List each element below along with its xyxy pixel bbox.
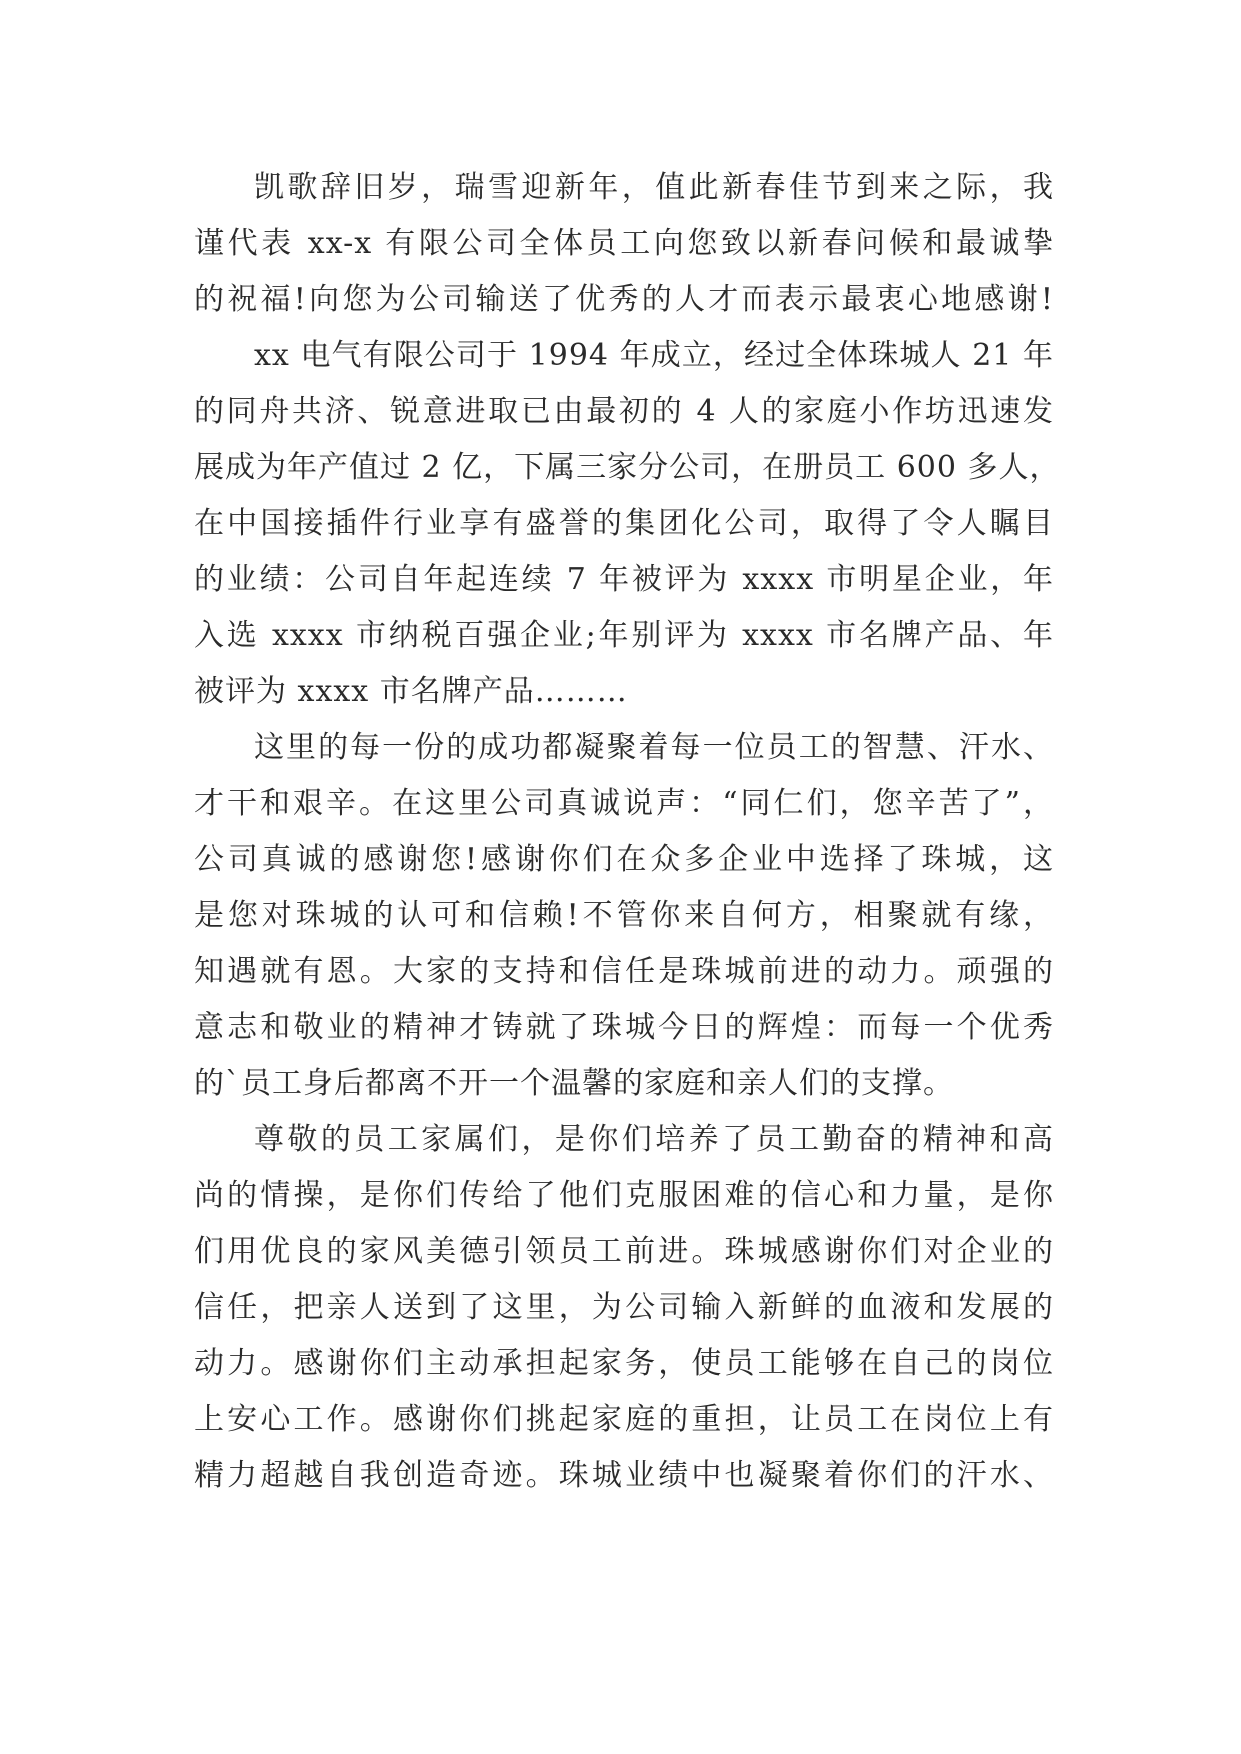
text-line: 们用优良的家风美德引领员工前进。珠城感谢你们对企业的 (194, 1234, 1054, 1269)
text-line: 的祝福!向您为公司输送了优秀的人才而表示最衷心地感谢! (194, 282, 1054, 317)
text-line: 知遇就有恩。大家的支持和信任是珠城前进的动力。顽强的 (194, 954, 1054, 989)
text-line: 凯歌辞旧岁，瑞雪迎新年，值此新春佳节到来之际，我 (254, 170, 1054, 205)
text-line: 的`员工身后都离不开一个温馨的家庭和亲人们的支撑。 (194, 1066, 954, 1101)
text-line: 的业绩：公司自年起连续 7 年被评为 xxxx 市明星企业，年 (194, 562, 1054, 597)
text-line: 是您对珠城的认可和信赖!不管你来自何方，相聚就有缘， (194, 898, 1054, 933)
text-line: 的同舟共济、锐意进取已由最初的 4 人的家庭小作坊迅速发 (194, 394, 1054, 429)
text-line: 公司真诚的感谢您!感谢你们在众多企业中选择了珠城，这 (194, 842, 1054, 877)
paragraph-4 (194, 1112, 1054, 1504)
text-line: 精力超越自我创造奇迹。珠城业绩中也凝聚着你们的汗水、 (194, 1458, 1054, 1493)
text-line: 入选 xxxx 市纳税百强企业;年别评为 xxxx 市名牌产品、年 (194, 618, 1054, 653)
text-line: 才干和艰辛。在这里公司真诚说声：“同仁们，您辛苦了”， (194, 786, 1054, 821)
text-line: 谨代表 xx-x 有限公司全体员工向您致以新春问候和最诚挚 (194, 226, 1054, 261)
paragraph-1 (194, 160, 1054, 328)
text-line: xx 电气有限公司于 1994 年成立，经过全体珠城人 21 年 (254, 338, 1054, 373)
paragraph-2 (194, 328, 1061, 720)
text-line: 尚的情操，是你们传给了他们克服困难的信心和力量，是你 (194, 1178, 1054, 1213)
text-line: 这里的每一份的成功都凝聚着每一位员工的智慧、汗水、 (254, 730, 1054, 765)
letter-body (194, 160, 1061, 1504)
text-line: 尊敬的员工家属们，是你们培养了员工勤奋的精神和高 (254, 1122, 1054, 1157)
paragraph-3 (194, 720, 1054, 1112)
text-line: 展成为年产值过 2 亿，下属三家分公司，在册员工 600 多人， (194, 450, 1061, 485)
text-line: 动力。感谢你们主动承担起家务，使员工能够在自己的岗位 (194, 1346, 1054, 1381)
text-line: 信任，把亲人送到了这里，为公司输入新鲜的血液和发展的 (194, 1290, 1054, 1325)
text-line: 上安心工作。感谢你们挑起家庭的重担，让员工在岗位上有 (194, 1402, 1054, 1437)
text-line: 被评为 xxxx 市名牌产品……… (194, 674, 628, 709)
text-line: 意志和敬业的精神才铸就了珠城今日的辉煌：而每一个优秀 (194, 1010, 1054, 1045)
text-line: 在中国接插件行业享有盛誉的集团化公司，取得了令人瞩目 (194, 506, 1054, 541)
